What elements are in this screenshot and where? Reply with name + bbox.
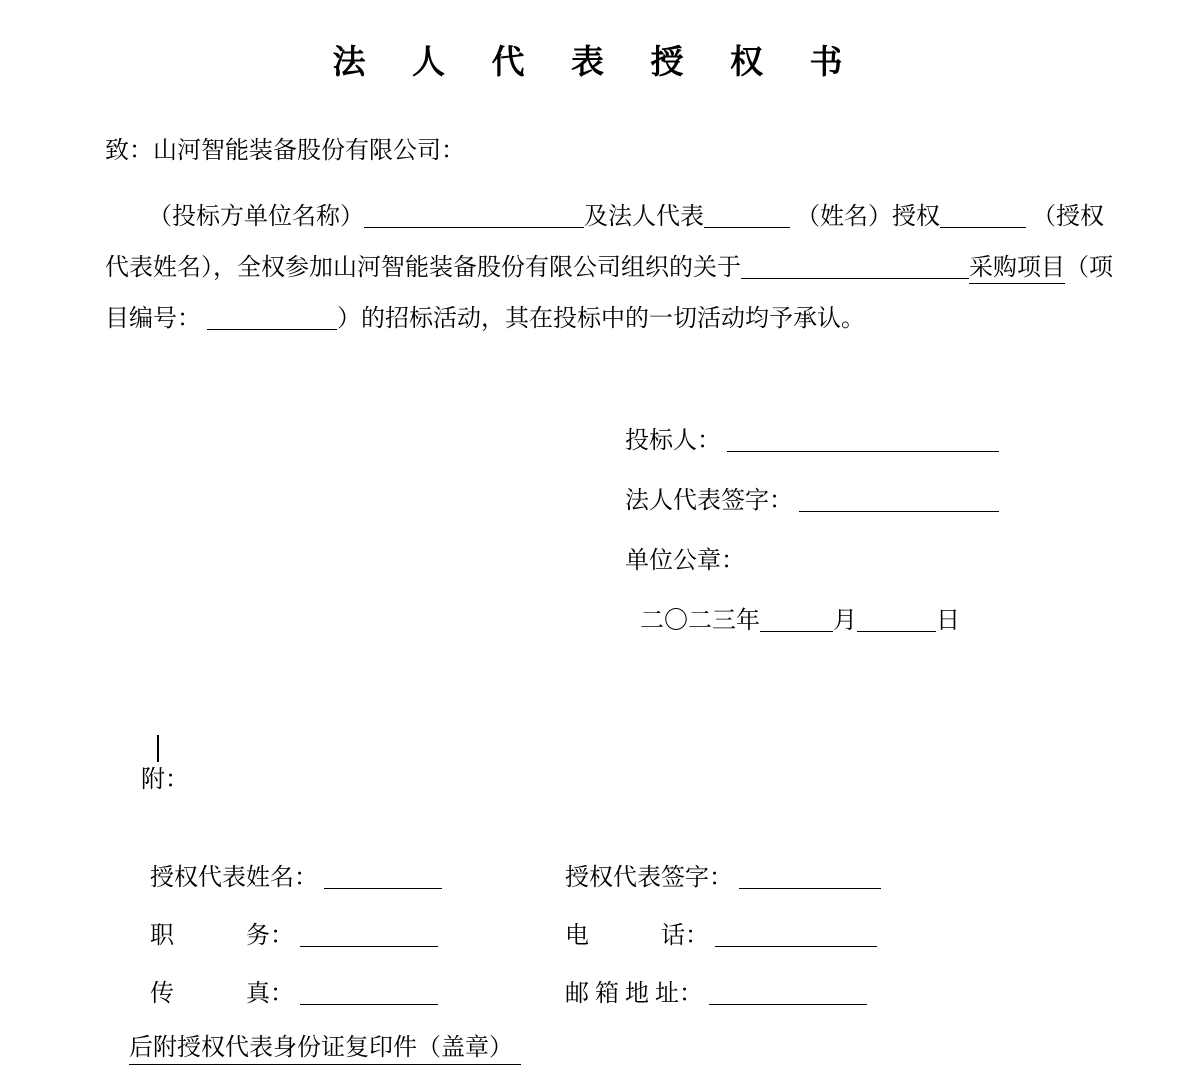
paragraph-line [105, 294, 1135, 345]
doc-text: 及法人代表 [584, 204, 704, 230]
position-field [150, 921, 565, 979]
document-title: 法 人 代 表 授 权 书 [332, 45, 853, 81]
attachment-row [150, 863, 881, 921]
doc-text: 单位公章： [625, 548, 745, 574]
doc-text: 授权代表签字： [565, 865, 739, 891]
doc-text: ）的招标活动，其在投标中的一切活动均予承认。 [337, 306, 865, 332]
company-seal-line [625, 544, 999, 604]
doc-text: 邮 箱 地 址： [565, 981, 709, 1007]
legal-rep-signature-line [625, 484, 999, 544]
phone-field [565, 921, 881, 979]
attachment-block [105, 735, 881, 1037]
attachment-row [150, 921, 881, 979]
email-address-field [565, 979, 881, 1037]
footer-note-text: 后附授权代表身份证复印件（盖章） [129, 1035, 521, 1065]
fill-in-blank[interactable] [727, 428, 999, 452]
fill-in-blank[interactable] [741, 255, 969, 279]
bidder-line [625, 424, 999, 484]
auth-rep-signature-field [565, 863, 881, 921]
fill-in-blank[interactable] [709, 981, 867, 1005]
salutation-line: 致：山河智能装备股份有限公司： [105, 138, 465, 164]
doc-text: （投标方单位名称） [148, 204, 364, 230]
doc-text: 二〇二三年 [640, 608, 760, 634]
fill-in-blank[interactable] [300, 923, 438, 947]
doc-text: 传 真： [150, 981, 300, 1007]
underlined-text: 采购项目 [969, 255, 1065, 284]
doc-text: （姓名）授权 [790, 204, 940, 230]
fill-in-blank[interactable] [760, 608, 833, 632]
doc-text: 电 话： [565, 923, 715, 949]
doc-text: （项 [1065, 255, 1113, 281]
doc-text: 授权代表姓名： [150, 865, 324, 891]
fill-in-blank[interactable] [364, 204, 584, 228]
doc-text: 月 [833, 608, 857, 634]
doc-text: 职 务： [150, 923, 300, 949]
fill-in-blank[interactable] [739, 865, 881, 889]
fill-in-blank[interactable] [324, 865, 442, 889]
doc-text: 目编号： [105, 306, 207, 332]
doc-text: 法人代表签字： [625, 488, 799, 514]
attachment-label-line [105, 735, 881, 855]
fill-in-blank[interactable] [799, 488, 999, 512]
paragraph-line [105, 192, 1135, 243]
fill-in-blank[interactable] [704, 204, 790, 228]
doc-text: 日 [936, 608, 960, 634]
date-line [625, 604, 999, 664]
fill-in-blank[interactable] [940, 204, 1026, 228]
body-paragraph [105, 192, 1135, 345]
doc-text: 代表姓名），全权参加山河智能装备股份有限公司组织的关于 [105, 255, 741, 281]
fill-in-blank[interactable] [207, 306, 337, 330]
footer-note [105, 1000, 521, 1068]
doc-text: 投标人： [625, 428, 727, 454]
paragraph-line [105, 243, 1135, 294]
doc-text: （授权 [1026, 204, 1104, 230]
auth-rep-name-field [150, 863, 565, 921]
text-cursor[interactable] [157, 735, 159, 762]
fill-in-blank[interactable] [857, 608, 936, 632]
attachment-label: 附： [141, 767, 189, 793]
fill-in-blank[interactable] [715, 923, 877, 947]
signature-block [625, 424, 999, 664]
